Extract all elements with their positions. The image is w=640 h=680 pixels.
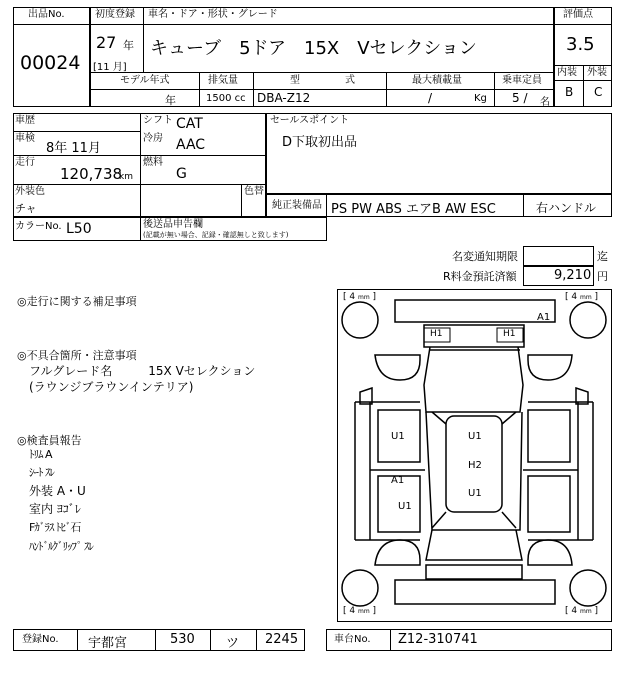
body-outline bbox=[355, 402, 593, 540]
rear-bumper bbox=[395, 580, 555, 604]
first-registration-month: [11 月] bbox=[93, 62, 127, 73]
tire-rear-right bbox=[570, 570, 606, 606]
exterior-grade: C bbox=[594, 85, 603, 99]
damage-mark: U1 bbox=[398, 501, 412, 512]
mileage-label: 走行 bbox=[15, 157, 35, 168]
mileage-unit: km bbox=[119, 172, 133, 182]
inspection-value: 8年 11月 bbox=[46, 141, 101, 156]
ac-label: 冷房 bbox=[143, 133, 163, 144]
inspector-line: 室内 ﾖｺﾞﾚ bbox=[29, 502, 81, 516]
name-change-unit: 迄 bbox=[597, 250, 608, 263]
damage-mark: U1 bbox=[468, 488, 482, 499]
color-no-label: カラーNo. bbox=[15, 221, 62, 232]
capacity-label: 乗車定員 bbox=[502, 75, 542, 86]
damage-mark: H1 bbox=[430, 329, 443, 339]
history-label: 車歴 bbox=[15, 115, 35, 126]
defects-line: (ラウンジブラウンインテリア) bbox=[29, 380, 194, 394]
inspector-line: ﾄﾘﾑ A bbox=[29, 448, 52, 461]
name-change-label: 名変通知期限 bbox=[452, 250, 518, 263]
steering-value: 右ハンドル bbox=[536, 201, 597, 215]
color-no-value: L50 bbox=[66, 221, 92, 237]
year-unit: 年 bbox=[123, 39, 134, 52]
interior-label: 内装 bbox=[557, 67, 577, 78]
registration-label: 登録No. bbox=[22, 634, 59, 645]
inspector-line: ｼｰﾄ ｽﾚ bbox=[29, 466, 54, 479]
displacement-value: 1500 cc bbox=[206, 93, 246, 104]
registration-class: 530 bbox=[170, 632, 195, 647]
tire-front-left bbox=[342, 302, 378, 338]
capacity-unit: 名 bbox=[540, 97, 550, 108]
model-year-label: モデル年式 bbox=[120, 75, 170, 86]
inspector-line: ﾊﾝﾄﾞﾙｸﾞﾘｯﾌﾟ ｽﾚ bbox=[29, 540, 93, 553]
recycle-unit: 円 bbox=[597, 270, 608, 283]
equipment-value: PS PW ABS エアB AW ESC bbox=[331, 202, 496, 217]
lot-number-label: 出品No. bbox=[28, 9, 65, 20]
chassis-value: Z12-310741 bbox=[398, 632, 478, 647]
model-label-2: 式 bbox=[345, 75, 355, 86]
damage-mark: A1 bbox=[537, 312, 551, 323]
score-label: 評価点 bbox=[563, 9, 593, 20]
registration-kana: ツ bbox=[226, 636, 240, 651]
max-load-unit: Kg bbox=[474, 93, 487, 104]
tire-depth-front-left: [ 4 mm ] bbox=[343, 292, 377, 302]
inspection-label: 車検 bbox=[15, 133, 35, 144]
aftermarket-note: (記載が無い場合、記録・確認無しと致します) bbox=[143, 231, 289, 239]
model-code: DBA-Z12 bbox=[257, 91, 311, 105]
car-name-label: 車名・ドア・形状・グレード bbox=[148, 9, 278, 20]
tire-depth-front-right: [ 4 mm ] bbox=[565, 292, 599, 302]
damage-mark: U1 bbox=[391, 431, 405, 442]
recycle-value: 9,210 bbox=[554, 268, 592, 283]
rear-right-fender bbox=[528, 540, 572, 565]
front-bumper bbox=[395, 300, 555, 322]
car-name-value: キューブ 5ドア 15X Vセレクション bbox=[150, 38, 477, 59]
capacity-value: 5 / bbox=[512, 91, 528, 105]
model-label-1: 型 bbox=[290, 75, 300, 86]
tire-depth-rear-left: [ 4 mm ] bbox=[343, 606, 377, 616]
displacement-label: 排気量 bbox=[208, 75, 238, 86]
front-left-fender bbox=[375, 355, 420, 380]
model-year-value: 年 bbox=[165, 94, 176, 107]
recolor-label: 色替 bbox=[244, 186, 264, 197]
exterior-label: 外装 bbox=[587, 67, 607, 78]
defects-title: ◎不具合箇所・注意事項 bbox=[17, 349, 137, 362]
max-load-label: 最大積載量 bbox=[412, 75, 462, 86]
ext-color-value: チャ bbox=[15, 202, 37, 215]
tire-front-right bbox=[570, 302, 606, 338]
sales-point-label: セールスポイント bbox=[270, 115, 350, 126]
inspector-title: ◎検査員報告 bbox=[17, 434, 82, 447]
tire-rear-left bbox=[342, 570, 378, 606]
shift-label: シフト bbox=[143, 115, 173, 126]
ext-color-label: 外装色 bbox=[15, 186, 45, 197]
lot-number-value: 00024 bbox=[20, 52, 81, 74]
driving-notes-title: ◎走行に関する補足事項 bbox=[17, 295, 137, 308]
max-load-value: / bbox=[428, 91, 433, 105]
mileage-value: 120,738 bbox=[60, 165, 123, 183]
equipment-label: 純正装備品 bbox=[272, 200, 322, 211]
registration-area: 宇都宮 bbox=[88, 636, 128, 651]
first-registration-label: 初度登録 bbox=[95, 9, 135, 20]
chassis-label: 車台No. bbox=[334, 634, 371, 645]
defects-line: フルグレード名 15X Vセレクション bbox=[29, 364, 256, 378]
aftermarket-label: 後送品申告欄 bbox=[143, 219, 203, 230]
score-value: 3.5 bbox=[566, 34, 595, 55]
first-registration-year: 27 bbox=[96, 33, 117, 52]
inspector-line: 外装 A・U bbox=[29, 484, 86, 498]
fuel-value: G bbox=[176, 166, 187, 182]
fuel-label: 燃料 bbox=[143, 157, 163, 168]
tire-depth-rear-right: [ 4 mm ] bbox=[565, 606, 599, 616]
interior-grade: B bbox=[565, 85, 574, 99]
registration-number: 2245 bbox=[265, 632, 299, 647]
inspector-line: Fｶﾞﾗｽ ﾄﾋﾞ石 bbox=[29, 521, 81, 534]
shift-value: CAT bbox=[176, 116, 203, 132]
front-right-fender bbox=[528, 355, 572, 380]
damage-mark: H2 bbox=[468, 460, 482, 471]
damage-mark: U1 bbox=[468, 431, 482, 442]
recycle-label: R料金預託済額 bbox=[443, 270, 517, 283]
damage-mark: H1 bbox=[503, 329, 516, 339]
damage-mark: A1 bbox=[391, 475, 405, 486]
sales-point-value: D下取初出品 bbox=[282, 135, 358, 150]
ac-value: AAC bbox=[176, 137, 206, 153]
rear-left-fender bbox=[375, 540, 420, 565]
rear-license bbox=[426, 565, 522, 579]
